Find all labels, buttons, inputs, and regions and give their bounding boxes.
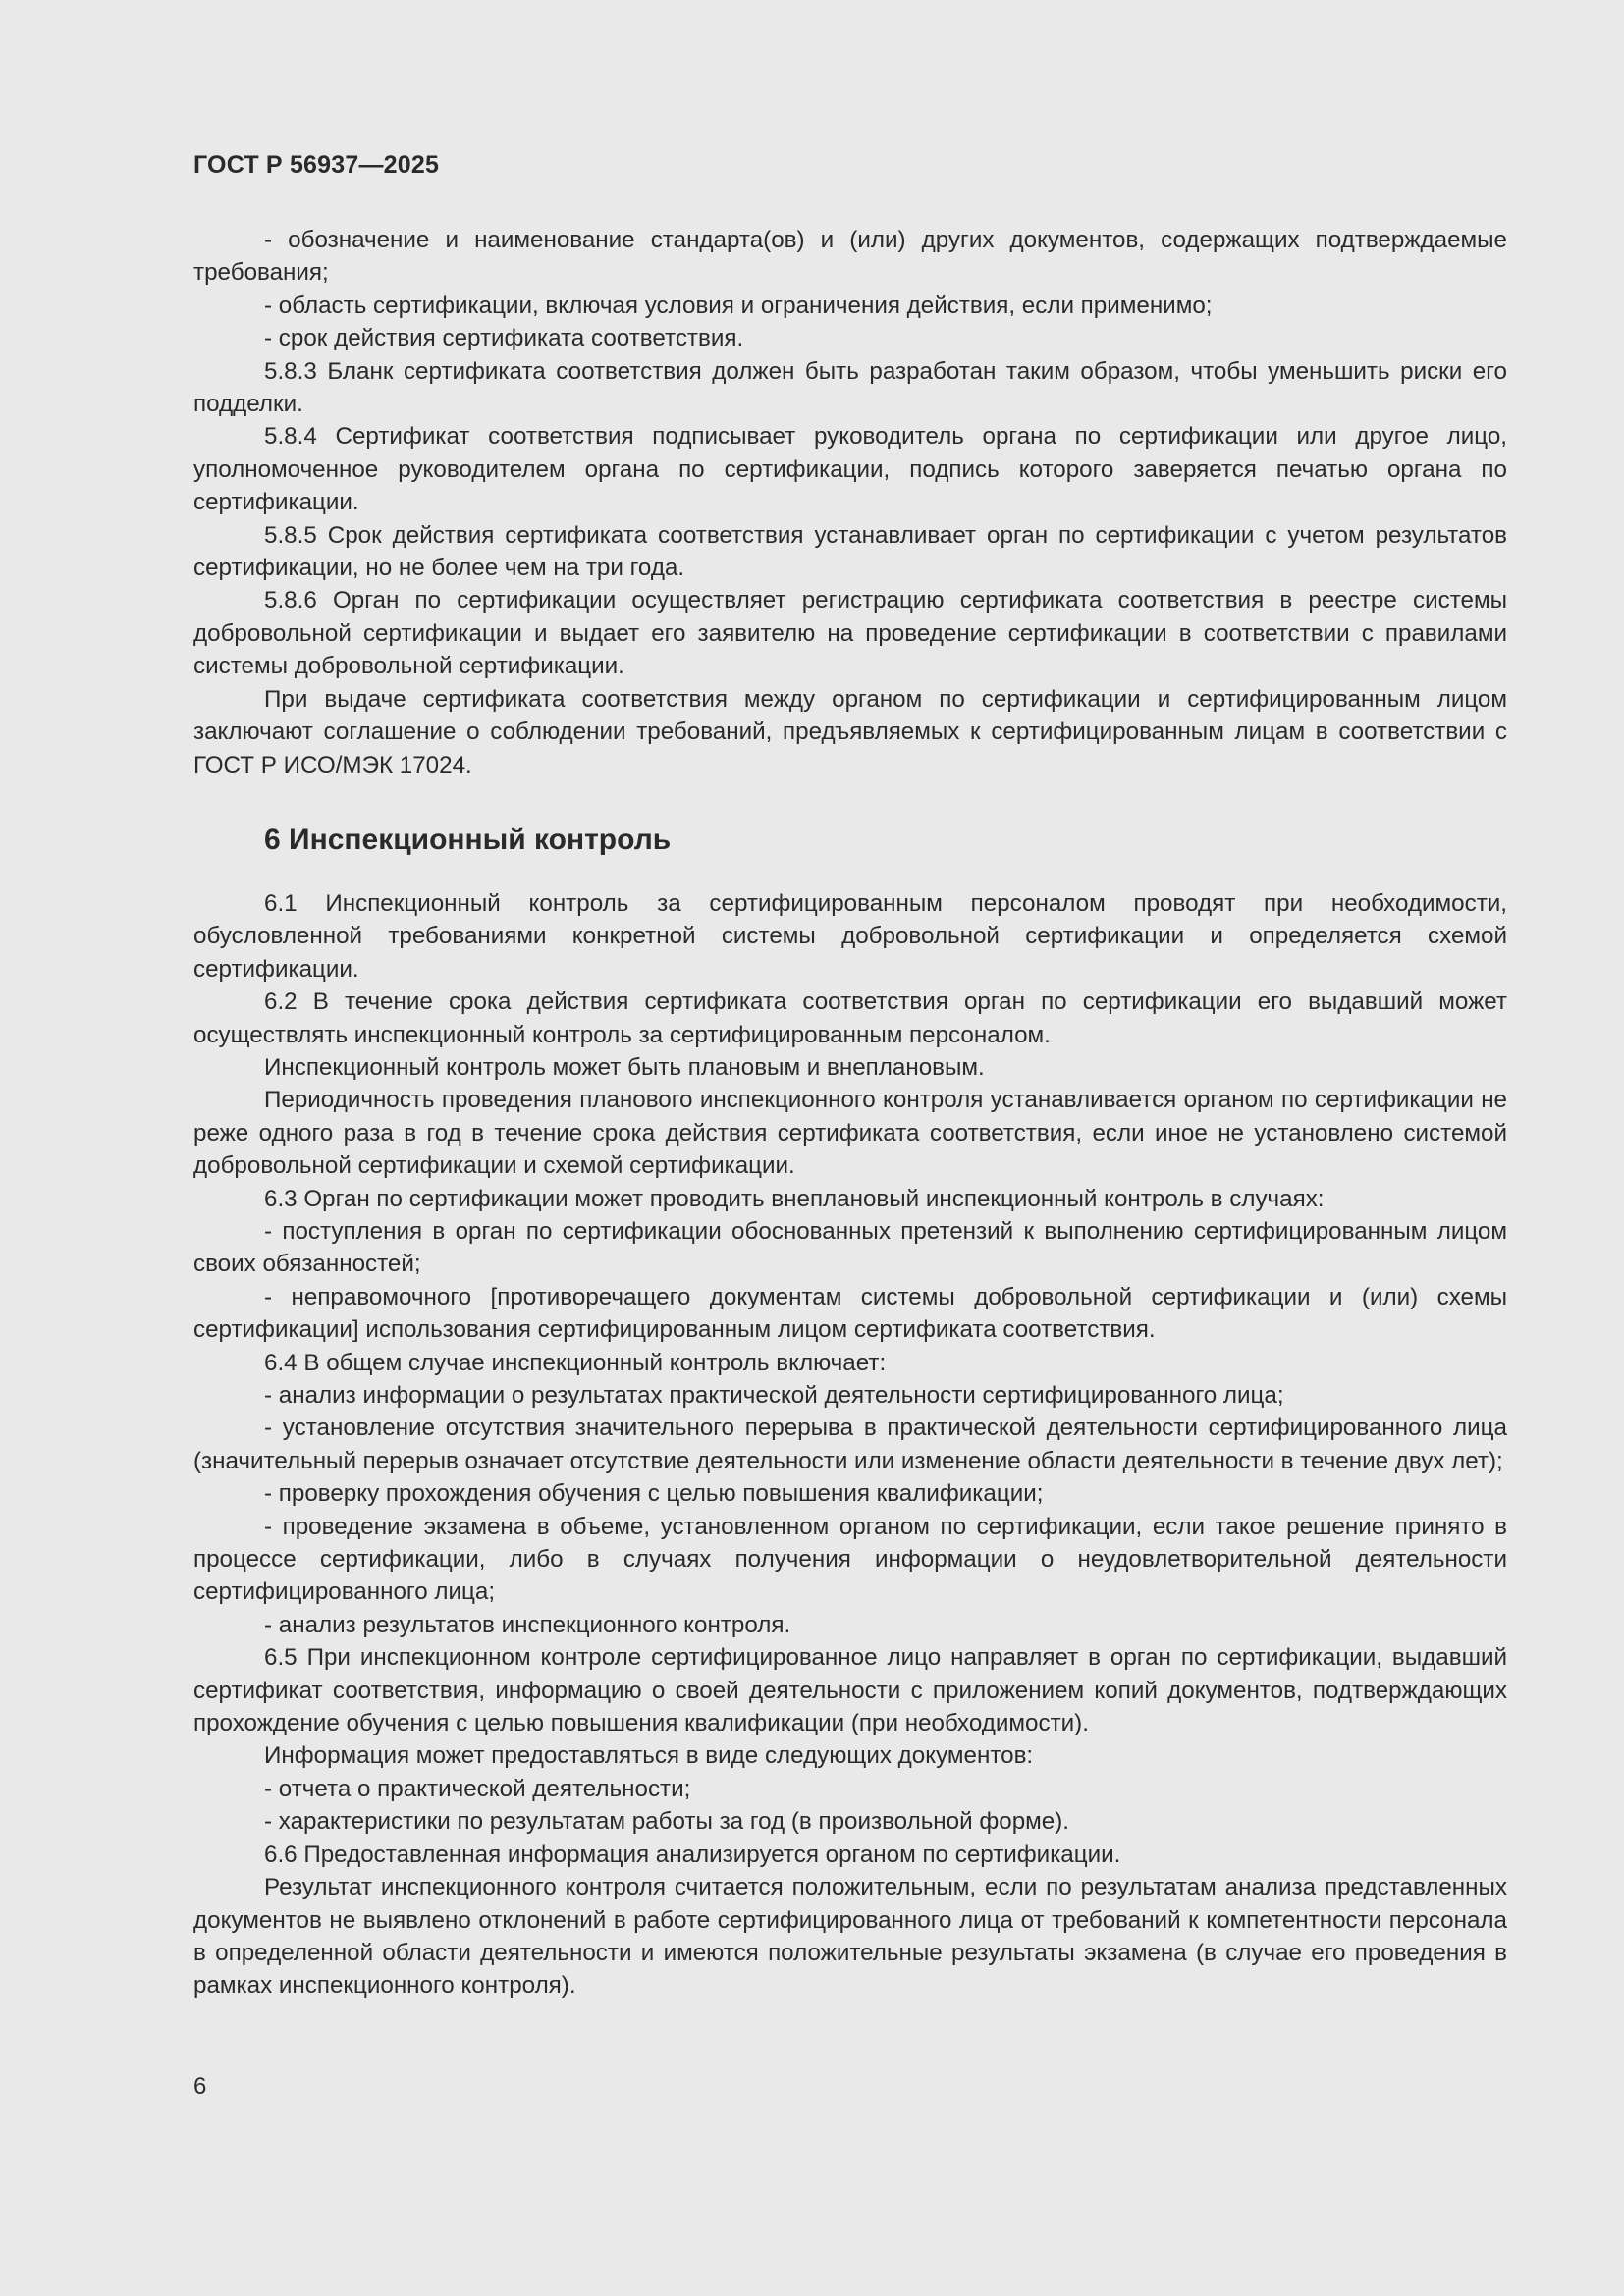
paragraph: - неправомочного [противоречащего документам системы добровольной сертификации и (или) схемы сертификации] использования сертифицированным лицом сертификата соответствия. — [193, 1283, 1507, 1344]
paragraph: - анализ результатов инспекционного контроля. — [264, 1611, 791, 1638]
section-heading: 6 Инспекционный контроль — [264, 823, 672, 856]
paragraph: 5.8.3 Бланк сертификата соответствия должен быть разработан таким образом, чтобы уменьшить риски его подделки. — [193, 357, 1507, 418]
paragraph: 6.1 Инспекционный контроль за сертифицированным персоналом проводят при необходимости, обусловленной требованиями конкретной системы добровольной сертификации и определяется схемой сертификации. — [193, 889, 1507, 983]
paragraph: 5.8.4 Сертификат соответствия подписывает руководитель органа по сертификации или другое лицо, уполномоченное руководителем органа по сертификации, подпись которого заверяется печатью органа по сертификации. — [193, 423, 1507, 516]
paragraph: 6.5 При инспекционном контроле сертифицированное лицо направляет в орган по сертификации, выдавший сертификат соответствия, информацию о своей деятельности с приложением копий документов, подтверждающих прохождение обучения с целью повышения квалификации (при необходимости). — [193, 1644, 1507, 1737]
document-code-header: ГОСТ Р 56937—2025 — [193, 151, 440, 179]
document-body — [193, 224, 1507, 2002]
paragraph: - область сертификации, включая условия и ограничения действия, если применимо; — [264, 292, 1213, 319]
paragraph: 6.2 В течение срока действия сертификата соответствия орган по сертификации его выдавший может осуществлять инспекционный контроль за сертифицированным персоналом. — [193, 988, 1507, 1048]
paragraph: 6.3 Орган по сертификации может проводить внеплановый инспекционный контроль в случаях: — [264, 1185, 1325, 1212]
paragraph: - анализ информации о результатах практической деятельности сертифицированного лица; — [264, 1382, 1284, 1409]
paragraph: 5.8.6 Орган по сертификации осуществляет регистрацию сертификата соответствия в реестре системы добровольной сертификации и выдает его заявителю на проведение сертификации в соответствии с правилами системы добровольной сертификации. — [193, 587, 1507, 680]
paragraph: - поступления в орган по сертификации обоснованных претензий к выполнению сертифицированным лицом своих обязанностей; — [193, 1217, 1507, 1278]
paragraph: Периодичность проведения планового инспекционного контроля устанавливается органом по сертификации не реже одного раза в год в течение срока действия сертификата соответствия, если иное не установлено системой добровольной сертификации и схемой сертификации. — [193, 1087, 1507, 1180]
paragraph: - отчета о практической деятельности; — [264, 1775, 691, 1802]
paragraph: - установление отсутствия значительного перерыва в практической деятельности сертифицированного лица (значительный перерыв означает отсутствие деятельности или изменение области деятельности в течение двух лет); — [193, 1415, 1507, 1474]
paragraph: - характеристики по результатам работы за год (в произвольной форме). — [264, 1808, 1070, 1836]
paragraph: - проверку прохождения обучения с целью повышения квалификации; — [264, 1480, 1044, 1508]
paragraph: При выдаче сертификата соответствия между органом по сертификации и сертифицированным лицом заключают соглашение о соблюдении требований, предъявляемых к сертифицированным лицам в соответствии с ГОСТ Р ИСО/МЭК 17024. — [193, 685, 1507, 778]
paragraph: Инспекционный контроль может быть плановым и внеплановым. — [264, 1053, 985, 1081]
paragraph: Результат инспекционного контроля считается положительным, если по результатам анализа представленных документов не выявлено отклонений в работе сертифицированного лица от требований к компетентности персонала в определенной области деятельности и имеются положительные результаты экзамена (в случае его проведения в рамках инспекционного контроля). — [193, 1874, 1507, 2000]
paragraph: 6.4 В общем случае инспекционный контроль включает: — [264, 1349, 887, 1376]
paragraph: - обозначение и наименование стандарта(ов) и (или) других документов, содержащих подтверждаемые требования; — [193, 227, 1507, 287]
paragraph: 6.6 Предоставленная информация анализируется органом по сертификации. — [264, 1841, 1121, 1868]
paragraph: Информация может предоставляться в виде следующих документов: — [264, 1742, 1034, 1770]
paragraph: 5.8.5 Срок действия сертификата соответствия устанавливает орган по сертификации с учетом результатов сертификации, но не более чем на три года. — [193, 521, 1507, 582]
page-number: 6 — [193, 2073, 207, 2100]
paragraph: - проведение экзамена в объеме, установленном органом по сертификации, если такое решение принято в процессе сертификации, либо в случаях получения информации о неудовлетворительной деятельности сертифицированного лица; — [193, 1513, 1507, 1606]
paragraph: - срок действия сертификата соответствия. — [264, 325, 744, 352]
